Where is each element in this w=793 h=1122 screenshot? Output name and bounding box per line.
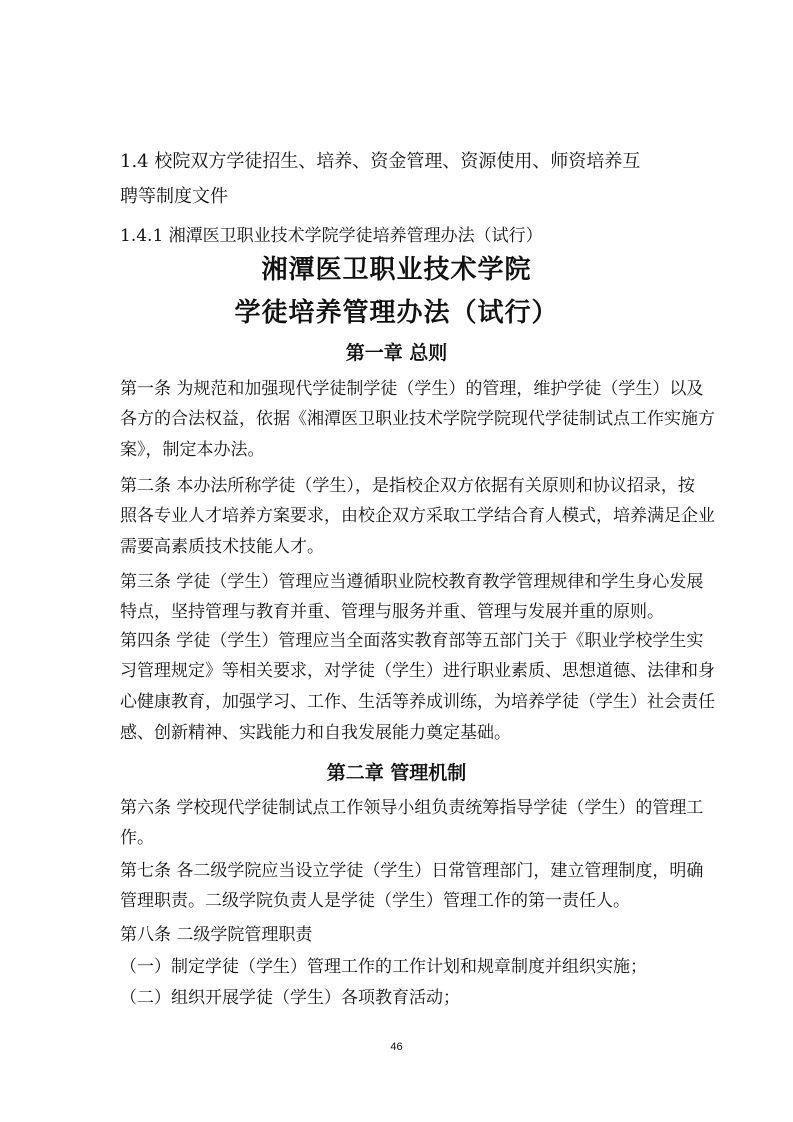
paragraph-line: 习管理规定》等相关要求，对学徒（学生）进行职业素质、思想道德、法律和身 <box>120 661 715 681</box>
paragraph-line: 第八条 二级学院管理职责 <box>120 925 313 945</box>
paragraph-line: 案》，制定本办法。 <box>120 440 265 460</box>
section-heading-line1: 1.4 校院双方学徒招生、培养、资金管理、资源使用、师资培养互 <box>120 151 641 172</box>
subsection-heading: 1.4.1 湘潭医卫职业技术学院学徒培养管理办法（试行） <box>120 226 543 246</box>
paragraph-line: 作。 <box>120 828 154 848</box>
paragraph-line: 第六条 学校现代学徒制试点工作领导小组负责统筹指导学徒（学生）的管理工 <box>120 798 704 818</box>
paragraph-line: 照各专业人才培养方案要求，由校企双方采取工学结合育人模式，培养满足企业 <box>120 506 715 526</box>
paragraph-line: 各方的合法权益，依据《湘潭医卫职业技术学院学院现代学徒制试点工作实施方 <box>120 409 715 429</box>
paragraph-line: 管理职责。二级学院负责人是学徒（学生）管理工作的第一责任人。 <box>120 891 630 911</box>
paragraph-line: 需要高素质技术技能人才。 <box>120 537 324 557</box>
document-title-line1: 湘潭医卫职业技术学院 <box>261 255 532 285</box>
paragraph-line: 第二条 本办法所称学徒（学生），是指校企双方依据有关原则和协议招录，按 <box>120 476 695 496</box>
paragraph-line: 感、创新精神、实践能力和自我发展能力奠定基础。 <box>120 723 511 743</box>
paragraph-line: 第一条 为规范和加强现代学徒制学徒（学生）的管理，维护学徒（学生）以及 <box>120 379 704 399</box>
section-heading-line2: 聘等制度文件 <box>120 186 228 207</box>
paragraph-line: （二）组织开展学徒（学生）各项教育活动； <box>120 988 460 1008</box>
document-title-line2: 学徒培养管理办法（试行） <box>234 298 559 328</box>
paragraph-line: 第七条 各二级学院应当设立学徒（学生）日常管理部门，建立管理制度，明确 <box>120 861 704 881</box>
paragraph-line: 第四条 学徒（学生）管理应当全面落实教育部等五部门关于《职业学校学生实 <box>120 631 704 651</box>
page-number: 46 <box>390 1041 403 1053</box>
paragraph-line: 第三条 学徒（学生）管理应当遵循职业院校教育教学管理规律和学生身心发展 <box>120 572 704 592</box>
chapter-1-title: 第一章 总则 <box>345 342 448 364</box>
paragraph-line: （一）制定学徒（学生）管理工作的工作计划和规章制度并组织实施； <box>120 957 647 977</box>
paragraph-line: 特点，坚持管理与教育并重、管理与服务并重、管理与发展并重的原则。 <box>120 602 664 622</box>
chapter-2-title: 第二章 管理机制 <box>326 762 467 784</box>
paragraph-line: 心健康教育，加强学习、工作、生活等养成训练，为培养学徒（学生）社会责任 <box>120 692 715 712</box>
